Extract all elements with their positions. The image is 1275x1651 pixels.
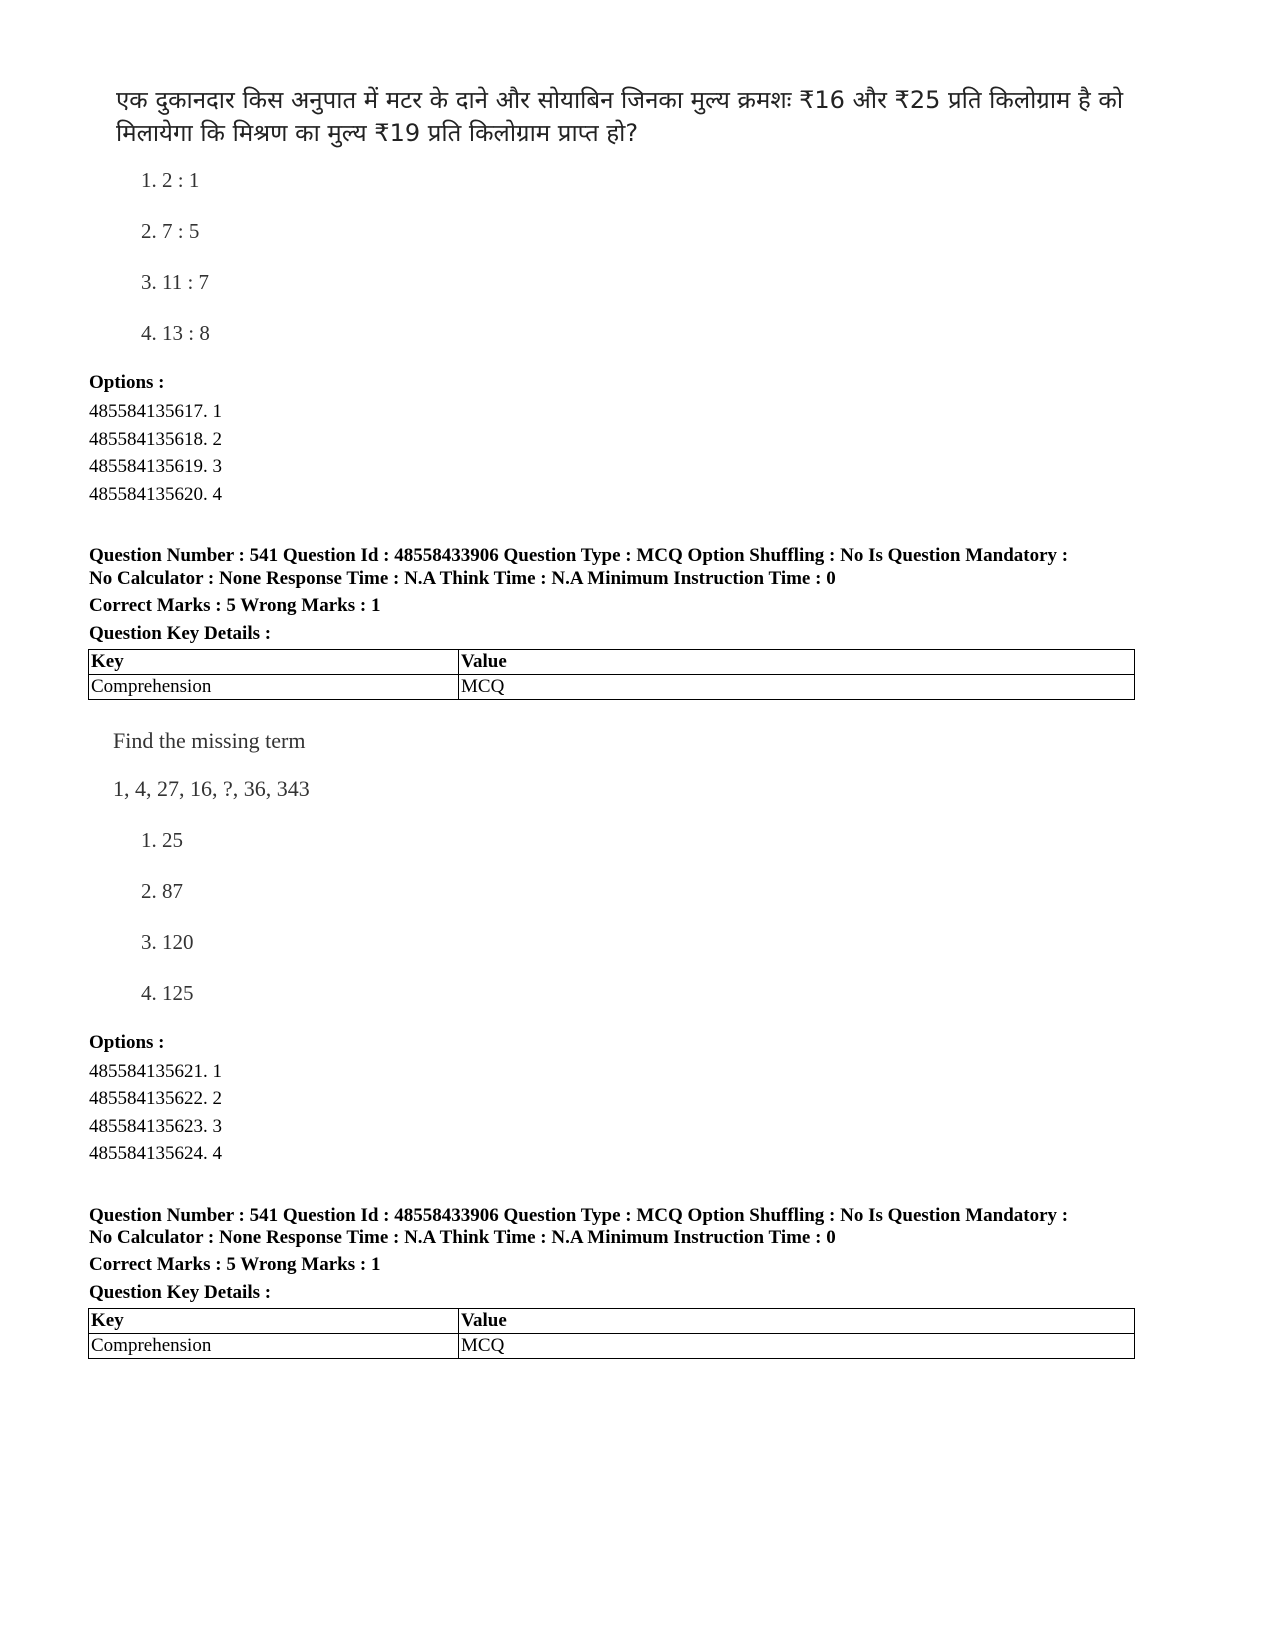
table-row [89,675,1135,700]
question-meta-line: Question Number : 541 Question Id : 48558433906 Question Type : MCQ Option Shuffling : No Is Question Mandatory : [89,545,1069,566]
question-choice: 2. 7 : 5 [141,219,200,243]
option-id-line: 485584135619. 3 [89,456,222,477]
question-meta-line: No Calculator : None Response Time : N.A Think Time : N.A Minimum Instruction Time : 0 [89,568,836,589]
question-series: 1, 4, 27, 16, ?, 36, 343 [113,776,310,801]
question-choice: 4. 13 : 8 [141,321,210,345]
marks-line: Correct Marks : 5 Wrong Marks : 1 [89,1254,381,1275]
question-choice: 1. 2 : 1 [141,168,200,192]
table-cell-key: Comprehension [89,675,459,700]
table-header-key: Key [89,650,459,675]
key-details-label: Question Key Details : [89,1282,272,1303]
table-header-row [89,1309,1135,1334]
option-id-line: 485584135622. 2 [89,1088,222,1109]
key-details-table [88,649,1135,700]
marks-line: Correct Marks : 5 Wrong Marks : 1 [89,595,381,616]
option-id-line: 485584135620. 4 [89,484,222,505]
table-cell-value: MCQ [459,675,1135,700]
question-meta-line: Question Number : 541 Question Id : 48558433906 Question Type : MCQ Option Shuffling : No Is Question Mandatory : [89,1205,1069,1226]
question-choice: 3. 120 [141,930,194,954]
question-image-text: एक दुकानदार किस अनुपात में मटर के दाने और सोयाबिन जिनका मुल्य क्रमशः ₹16 और ₹25 प्रति किलोग्राम है को मिलायेगा कि मिश्रण का मुल्य ₹19 प्रति किलोग्राम प्राप्त हो? [116,86,1124,147]
option-id-line: 485584135618. 2 [89,429,222,450]
question-choice: 2. 87 [141,879,183,903]
question-meta-line: No Calculator : None Response Time : N.A Think Time : N.A Minimum Instruction Time : 0 [89,1227,836,1248]
table-header-value: Value [459,650,1135,675]
table-cell-key: Comprehension [89,1334,459,1359]
options-label: Options : [89,1032,165,1053]
option-id-line: 485584135624. 4 [89,1143,222,1164]
table-header-row [89,650,1135,675]
table-cell-value: MCQ [459,1334,1135,1359]
question-instruction: Find the missing term [113,728,306,753]
question-choice: 1. 25 [141,828,183,852]
key-details-label: Question Key Details : [89,623,272,644]
table-header-key: Key [89,1309,459,1334]
table-row [89,1334,1135,1359]
question-choice: 3. 11 : 7 [141,270,210,294]
table-header-value: Value [459,1309,1135,1334]
key-details-table [88,1308,1135,1359]
question-choice: 4. 125 [141,981,194,1005]
option-id-line: 485584135617. 1 [89,401,222,422]
option-id-line: 485584135623. 3 [89,1116,222,1137]
option-id-line: 485584135621. 1 [89,1061,222,1082]
options-label: Options : [89,372,165,393]
